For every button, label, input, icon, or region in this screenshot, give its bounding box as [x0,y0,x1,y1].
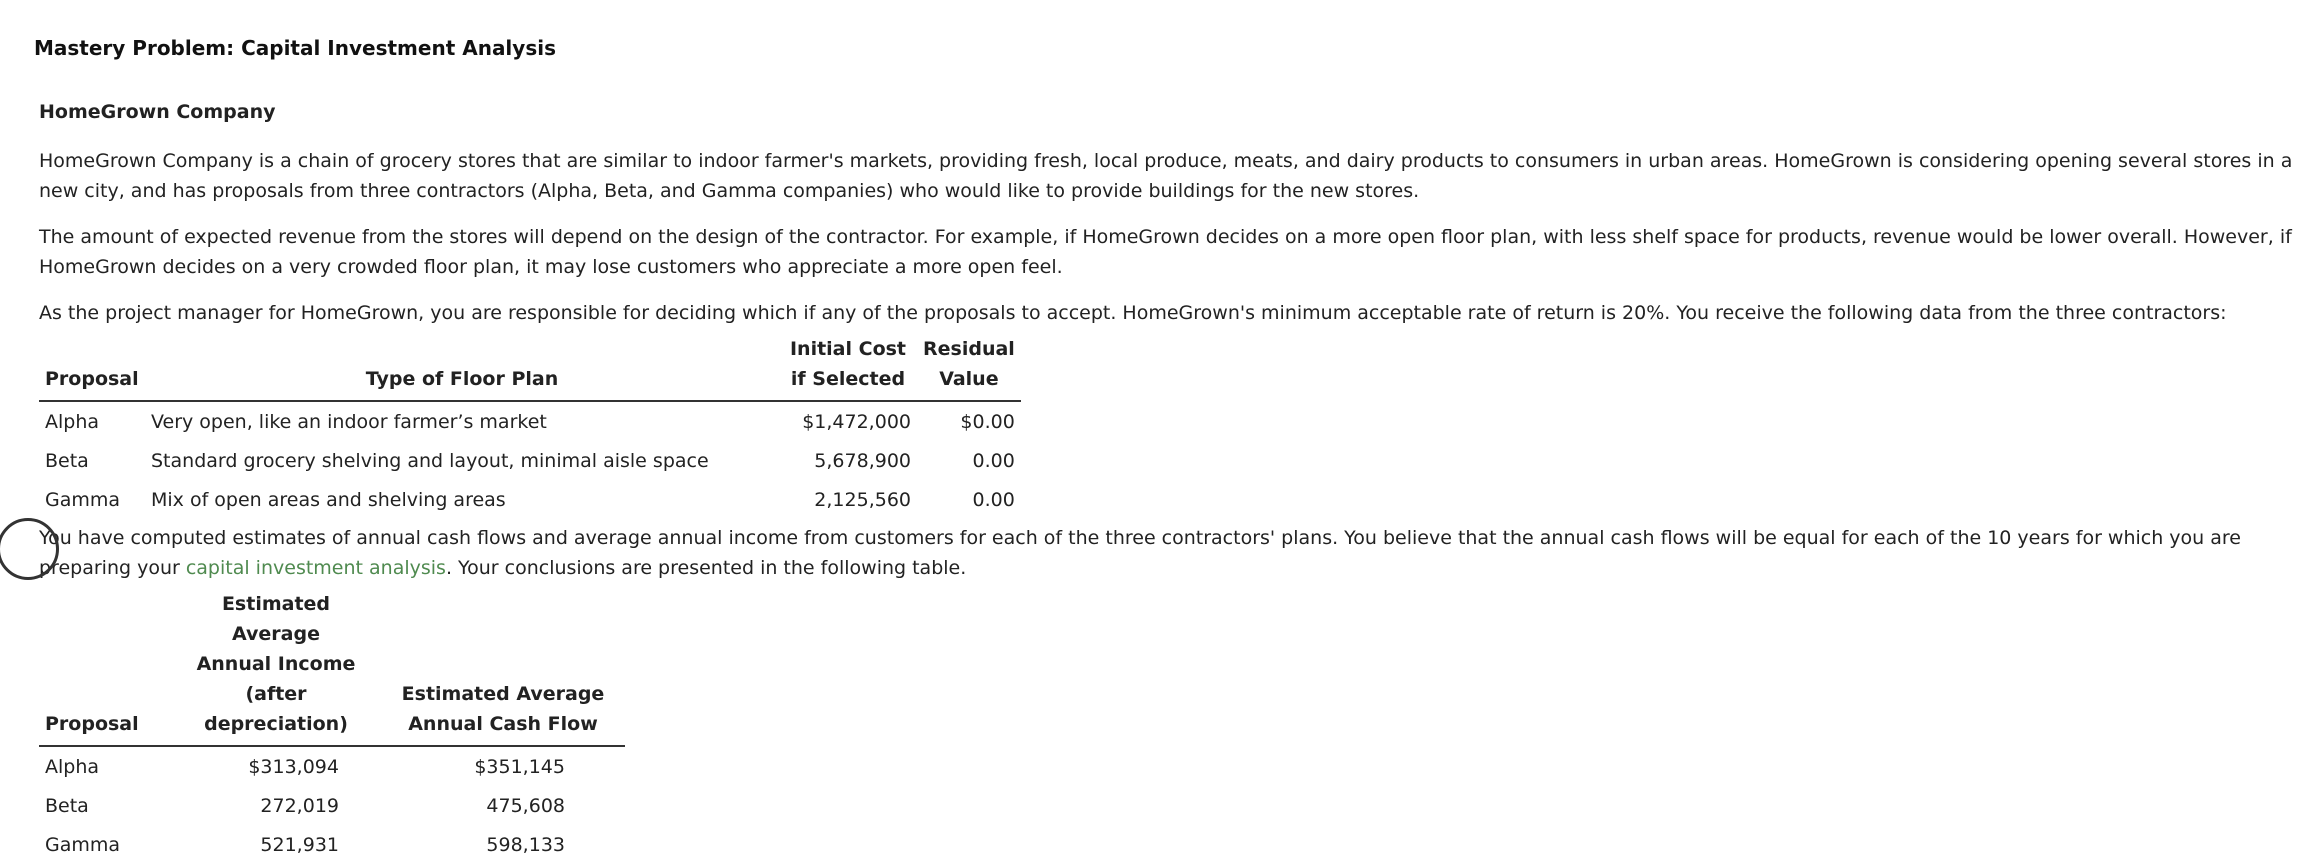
row-residual-value: 0.00 [972,488,1015,511]
header-cash-line2: Annual Cash Flow [408,713,598,735]
row-floor-plan: Very open, like an indoor farmer’s market [151,410,547,433]
row-annual-income: 521,931 [260,833,339,856]
estimates-text-before: You have computed estimates of annual cash flows and average annual income from customers for each of the three contractors' plans. You believe that the annual cash flows will be equal for each of the 10 years for which you are preparing your [39,527,2241,579]
header-initial-cost-line1: Initial Cost [789,338,907,360]
table-row [39,480,1021,519]
row-proposal: Alpha [45,755,100,778]
circle-handle[interactable] [0,518,59,580]
estimates-text-after: . Your conclusions are presented in the following table. [445,557,967,579]
row-annual-cash-flow: $351,145 [474,755,565,778]
revenue-paragraph: The amount of expected revenue from the stores will depend on the design of the contractor. For example, if HomeGrown decides on a more open floor plan, with less shelf space for products, revenue would be lower overall. However, if HomeGrown decides on a very crowded floor plan, it may lose customers who appreciate a more open feel. [39,226,2292,278]
row-initial-cost: 5,678,900 [814,449,911,472]
estimates-table [39,589,625,864]
header-proposal: Proposal [39,334,145,401]
table-row [39,441,1021,480]
capital-investment-analysis-link[interactable]: capital investment analysis [185,557,446,579]
header-initial-cost [779,334,917,401]
header-annual-cash-flow [381,589,625,746]
header-residual-line1: Residual [923,338,1015,360]
row-proposal: Gamma [45,488,121,511]
table-row [39,786,625,825]
row-proposal: Alpha [45,410,100,433]
header-floor-plan: Type of Floor Plan [145,334,779,401]
estimates-table-header [39,589,625,746]
header-initial-cost-line2: if Selected [790,368,906,390]
intro-paragraph: HomeGrown Company is a chain of grocery stores that are similar to indoor farmer's markets, providing fresh, local produce, meats, and dairy products to consumers in urban areas. HomeGrown is considering opening several stores in a new city, and has proposals from three contractors (Alpha, Beta, and Gamma companies) who would like to provide buildings for the new stores. [39,150,2293,202]
header-residual-value [917,334,1021,401]
row-annual-income: $313,094 [248,755,339,778]
row-annual-cash-flow: 598,133 [486,833,565,856]
manager-paragraph: As the project manager for HomeGrown, you are responsible for deciding which if any of the proposals to accept. HomeGrown's minimum acceptable rate of return is 20%. You receive the following data from the three contractors: [39,302,2227,324]
page-title: Mastery Problem: Capital Investment Analysis [34,36,556,60]
header-residual-line2: Value [939,368,999,390]
row-floor-plan: Mix of open areas and shelving areas [151,488,506,511]
header-income-line3: (after depreciation) [204,683,348,735]
row-residual-value: $0.00 [960,410,1015,433]
company-heading: HomeGrown Company [39,101,276,123]
table-row [39,825,625,864]
header-proposal: Proposal [39,589,171,746]
row-residual-value: 0.00 [972,449,1015,472]
header-income-line2: Annual Income [196,653,356,675]
header-income-line1: Estimated Average [221,593,331,645]
header-cash-line1: Estimated Average [401,683,605,705]
proposals-table-header [39,334,1021,401]
table-row [39,401,1021,441]
row-proposal: Gamma [45,833,121,856]
header-annual-income [171,589,381,746]
row-proposal: Beta [45,449,89,472]
table-row [39,746,625,786]
row-floor-plan: Standard grocery shelving and layout, minimal aisle space [151,449,709,472]
row-initial-cost: 2,125,560 [814,488,911,511]
row-initial-cost: $1,472,000 [802,410,911,433]
problem-content [39,98,2309,864]
proposals-table [39,334,1021,519]
row-proposal: Beta [45,794,89,817]
estimates-paragraph [39,523,2309,583]
row-annual-income: 272,019 [260,794,339,817]
row-annual-cash-flow: 475,608 [486,794,565,817]
